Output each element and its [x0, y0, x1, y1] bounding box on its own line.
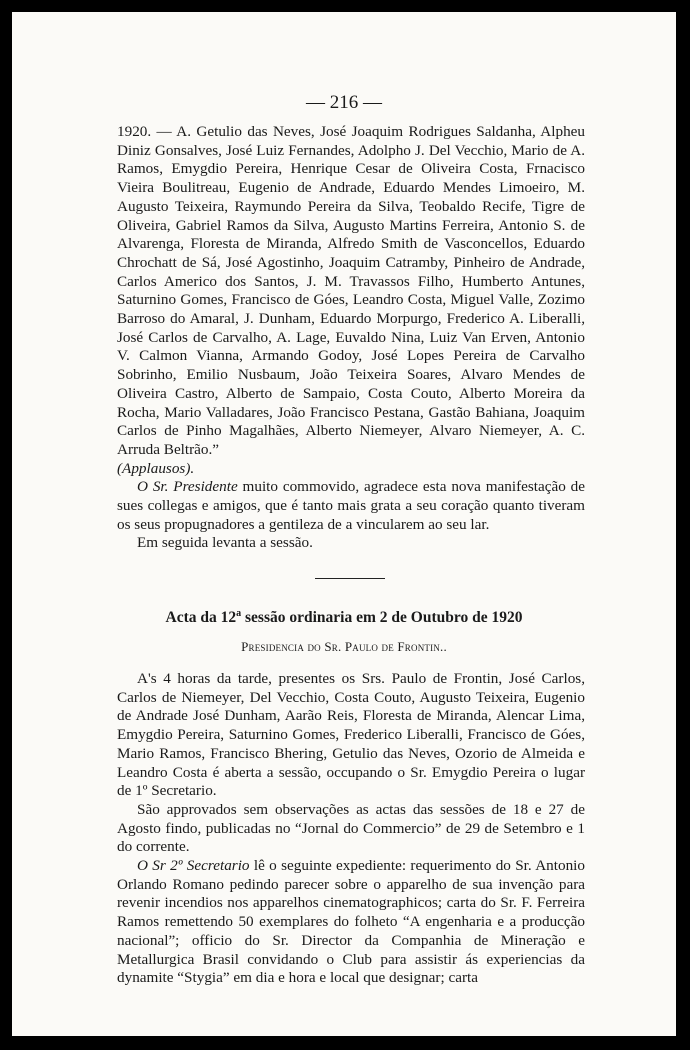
continuation-block	[117, 123, 585, 553]
president-text: muito commovido, agradece esta nova manifestação de sues collegas e amigos, que é tanto mais grata a seu coração quanto tiveram os seus propugnadores a gentileza de a vincularem ao seu lar.	[117, 478, 586, 533]
secretary-text: lê o seguinte expediente: requerimento do Sr. Antonio Orlando Romano pedindo parecer sobre o apparelho de sua invenção para revenir incendios nos apparelhos cinematographicos; carta do Sr. F. Ferreira Ramos remettendo 50 exemplares do folheto “A engenharia e a producção nacional”; officio do Sr. Director da Companhia de Mineração e Metallurgica Brasil convidando o Club para assistir ás experiencias da dynamite “Stygia” em dia e hora e local que designar; carta	[117, 857, 585, 987]
page-number: — 216 —	[306, 92, 382, 113]
heading-text-end: sessão ordinaria em 2 de Outubro de 1920	[241, 609, 523, 627]
section-divider	[315, 578, 385, 579]
president-speaker: O Sr. Presidente	[137, 478, 238, 496]
document-page	[12, 12, 676, 1036]
presidency-line: Presidencia do Sr. Paulo de Frontin..	[241, 639, 447, 654]
applause-note: (Applausos).	[117, 459, 195, 477]
heading-text-start: Acta da 12	[165, 609, 237, 627]
heading-superscript: a	[236, 608, 242, 619]
opening-paragraph: A's 4 horas da tarde, presentes os Srs. Paulo de Frontin, José Carlos, Carlos de Niemeyer, Del Vecchio, Costa Couto, Augusto Teixeira, Eugenio de Andrade José Dunham, Aarão Reis, Floresta de Miranda, Alencar Lima, Emygdio Pereira, Saturnino Gomes, Frederico Liberalli, Francisco de Góes, Mario Ramos, Francisco Bhering, Getulio das Neves, Ozorio de Almeida e Leandro Costa é aberta a sessão, occupando o Sr. Emygdio Pereira o lugar de 1º Secretario.	[117, 670, 585, 800]
member-list-paragraph	[117, 123, 585, 478]
closing-line: Em seguida levanta a sessão.	[137, 534, 313, 552]
secretary-paragraph	[117, 857, 585, 988]
member-list-text: 1920. — A. Getulio das Neves, José Joaquim Rodrigues Saldanha, Alpheu Diniz Gonsalves, José Luiz Fernandes, Adolpho J. Del Vecchio, Mario de A. Ramos, Emygdio Pereira, Henrique Cesar de Oliveira Costa, Frnacisco Vieira Boulitreau, Eugenio de Andrade, Eduardo Mendes Limoeiro, M. Augusto Teixeira, Raymundo Pereira da Silva, Teobaldo Recife, Tigre de Oliveira, Gabriel Ramos da Silva, Augusto Martins Ferreira, Antonio S. de Alvarenga, Floresta de Miranda, Alfredo Smith de Vasconcellos, Eduardo Chrochatt de Sá, José Agostinho, Joaquim Catramby, Pinheiro de Andrade, Carlos Americo dos Santos, J. M. Travassos Filho, Humberto Antunes, Saturnino Gomes, Francisco de Góes, Leandro Costa, Miguel Valle, Zozimo Barroso do Amaral, J. Dunham, Eduardo Morpurgo, Frederico A. Liberalli, José Carlos de Carvalho, A. Lage, Euvaldo Nina, Luiz Van Erven, Antonio V. Calmon Vianna, Armando Godoy, José Lopes Pereira de Carvalho Sobrinho, Emilio Nusbaum, João Teixeira Soares, Alvaro Mendes de Oliveira Castro, Alberto de Sampaio, Costa Couto, Alberto Moreira da Rocha, Mario Valladares, João Francisco Pestana, Gastão Bahiana, Joaquim Carlos de Pinho Magalhães, Alberto Niemeyer, Alvaro Niemeyer, A. C. Arruda Beltrão.”	[117, 123, 585, 458]
approval-paragraph: São approvados sem observações as actas das sessões de 18 e 27 de Agosto findo, publicadas no “Jornal do Commercio” de 29 de Setembro e 1 do corrente.	[117, 800, 585, 856]
president-paragraph	[117, 478, 585, 534]
minutes-block	[117, 670, 585, 988]
section-heading	[12, 608, 676, 627]
secretary-speaker: O Sr 2º Secretario	[137, 857, 250, 875]
